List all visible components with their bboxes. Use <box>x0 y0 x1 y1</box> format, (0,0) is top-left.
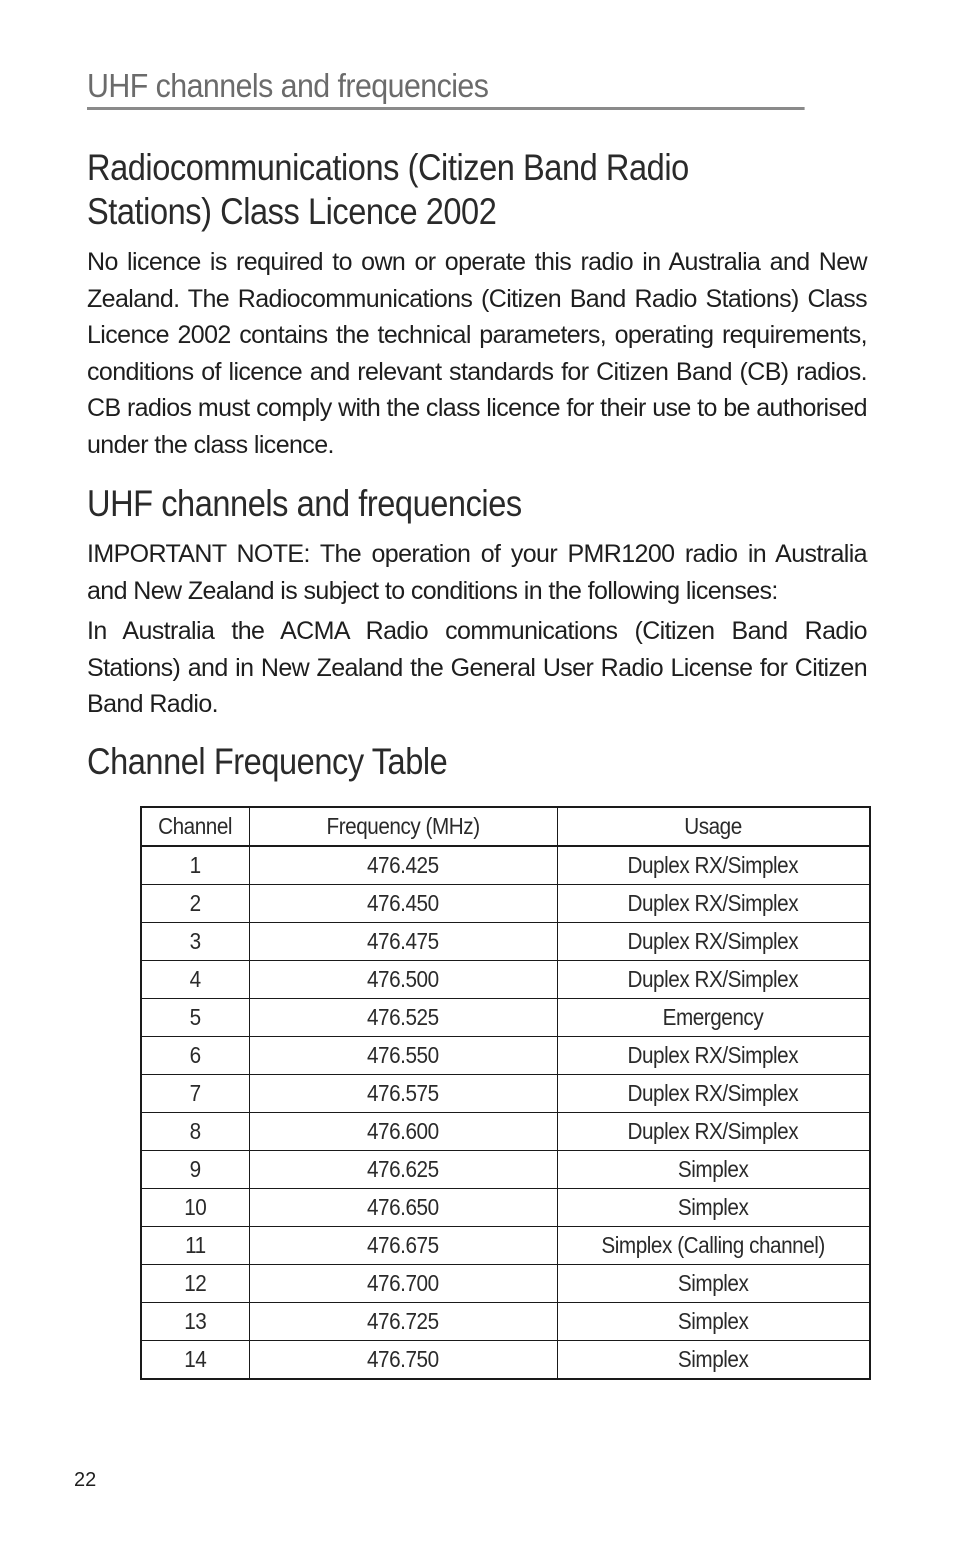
channel-cell: 7 <box>141 1075 249 1113</box>
frequency-cell: 476.750 <box>249 1341 557 1380</box>
frequency-cell: 476.600 <box>249 1113 557 1151</box>
frequency-cell: 476.475 <box>249 923 557 961</box>
table-row <box>141 1341 870 1380</box>
frequency-cell: 476.650 <box>249 1189 557 1227</box>
channel-cell: 12 <box>141 1265 249 1303</box>
usage-cell: Duplex RX/Simplex <box>557 1075 870 1113</box>
channel-frequency-table <box>140 806 871 1380</box>
usage-cell: Duplex RX/Simplex <box>557 885 870 923</box>
channel-cell: 1 <box>141 846 249 885</box>
licence-paragraph: No licence is required to own or operate this radio in Australia and New Zealand. The Radiocommunications (Citizen Band Radio Stations) Class Licence 2002 contains the technical parameters, operating requirements, conditions of licence and relevant standards for Citizen Band (CB) radios. CB radios must comply with the class licence for their use to be authorised under the class licence. <box>87 248 867 459</box>
table-row <box>141 1303 870 1341</box>
channel-cell: 11 <box>141 1227 249 1265</box>
table-row <box>141 999 870 1037</box>
usage-cell: Duplex RX/Simplex <box>557 1037 870 1075</box>
table-row <box>141 1265 870 1303</box>
table-row <box>141 923 870 961</box>
channel-cell: 3 <box>141 923 249 961</box>
usage-cell: Simplex <box>557 1341 870 1380</box>
frequency-cell: 476.625 <box>249 1151 557 1189</box>
table-row <box>141 1113 870 1151</box>
channel-cell: 6 <box>141 1037 249 1075</box>
usage-cell: Simplex <box>557 1151 870 1189</box>
usage-cell: Simplex (Calling channel) <box>557 1227 870 1265</box>
page-number: 22 <box>74 1469 97 1491</box>
column-header-channel: Channel <box>141 807 249 846</box>
uhf-heading: UHF channels and frequencies <box>87 483 522 524</box>
channel-cell: 4 <box>141 961 249 999</box>
channel-cell: 9 <box>141 1151 249 1189</box>
frequency-cell: 476.675 <box>249 1227 557 1265</box>
table-row <box>141 1151 870 1189</box>
table-row <box>141 961 870 999</box>
channel-cell: 8 <box>141 1113 249 1151</box>
frequency-cell: 476.525 <box>249 999 557 1037</box>
table-row <box>141 846 870 885</box>
frequency-cell: 476.725 <box>249 1303 557 1341</box>
usage-cell: Duplex RX/Simplex <box>557 923 870 961</box>
frequency-cell: 476.500 <box>249 961 557 999</box>
licence-detail-paragraph: In Australia the ACMA Radio communications (Citizen Band Radio Stations) and in New Zealand the General User Radio License for Citizen Band Radio. <box>87 617 867 719</box>
frequency-cell: 476.550 <box>249 1037 557 1075</box>
table-header-row <box>141 807 870 846</box>
usage-cell: Simplex <box>557 1265 870 1303</box>
table-row <box>141 1227 870 1265</box>
channel-cell: 14 <box>141 1341 249 1380</box>
usage-cell: Duplex RX/Simplex <box>557 1113 870 1151</box>
usage-cell: Duplex RX/Simplex <box>557 846 870 885</box>
channel-cell: 2 <box>141 885 249 923</box>
channel-cell: 5 <box>141 999 249 1037</box>
usage-cell: Emergency <box>557 999 870 1037</box>
table-row <box>141 1037 870 1075</box>
table-row <box>141 1189 870 1227</box>
usage-cell: Simplex <box>557 1189 870 1227</box>
frequency-cell: 476.700 <box>249 1265 557 1303</box>
column-header-usage: Usage <box>557 807 870 846</box>
running-header-text: UHF channels and frequencies <box>87 67 489 104</box>
frequency-cell: 476.425 <box>249 846 557 885</box>
table-heading: Channel Frequency Table <box>87 741 448 782</box>
table-body <box>141 846 870 1379</box>
usage-cell: Duplex RX/Simplex <box>557 961 870 999</box>
channel-cell: 13 <box>141 1303 249 1341</box>
column-header-frequency: Frequency (MHz) <box>249 807 557 846</box>
licence-heading <box>87 146 689 234</box>
table-row <box>141 1075 870 1113</box>
usage-cell: Simplex <box>557 1303 870 1341</box>
frequency-cell: 476.575 <box>249 1075 557 1113</box>
frequency-cell: 476.450 <box>249 885 557 923</box>
licence-heading-line-2: Stations) Class Licence 2002 <box>87 191 497 232</box>
channel-cell: 10 <box>141 1189 249 1227</box>
running-header <box>87 64 805 110</box>
licence-heading-line-1: Radiocommunications (Citizen Band Radio <box>87 147 689 188</box>
important-note-paragraph: IMPORTANT NOTE: The operation of your PMR1200 radio in Australia and New Zealand is subject to conditions in the following licenses: <box>87 540 867 605</box>
table-row <box>141 885 870 923</box>
